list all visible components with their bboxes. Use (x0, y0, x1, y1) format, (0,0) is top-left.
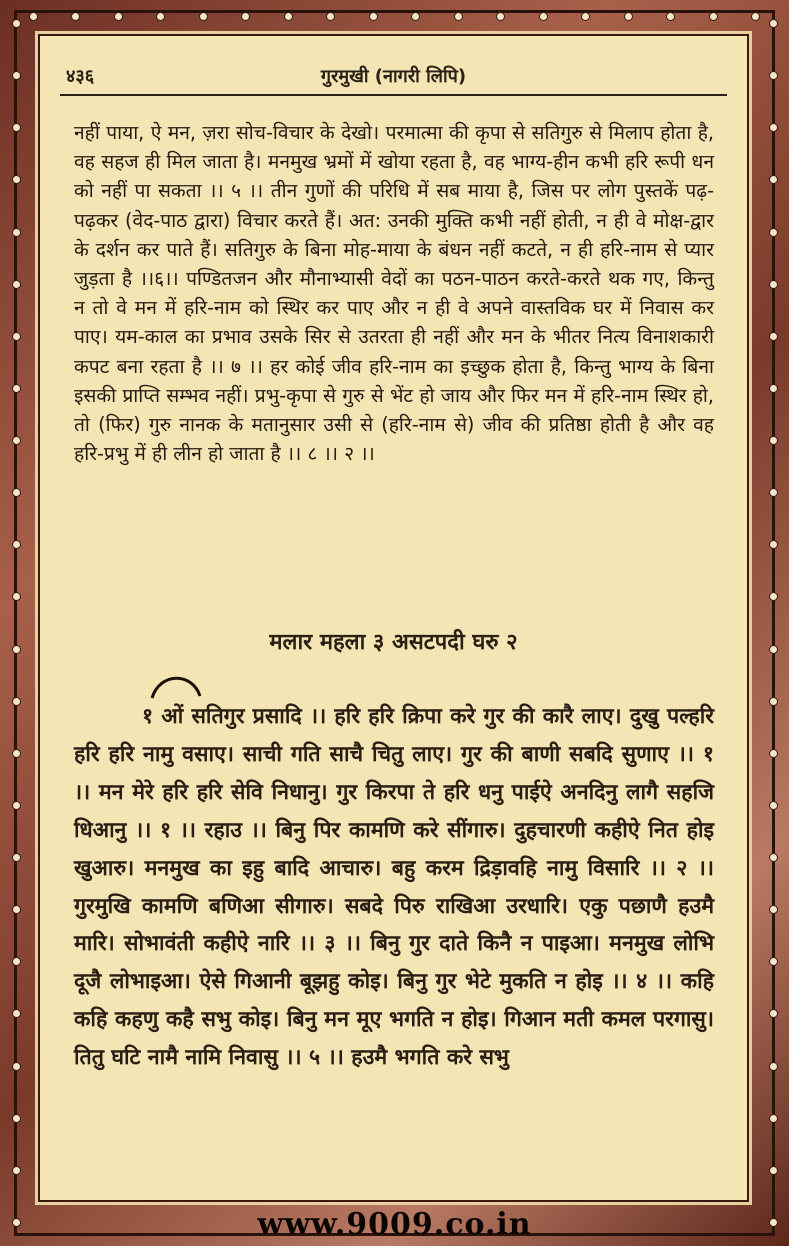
top-ornament-row (30, 6, 759, 26)
section-title: मलार महला ३ असटपदी घरु २ (269, 630, 518, 655)
page-header (38, 58, 749, 92)
ek-onkar-arc-icon (148, 670, 204, 700)
header-title: गुरमुखी (नागरी लिपि) (320, 66, 467, 87)
right-ornament-column (763, 20, 783, 1226)
header-divider (60, 94, 727, 96)
page-number: ४३६ (66, 66, 95, 87)
left-ornament-column (6, 20, 26, 1226)
translation-paragraph: नहीं पाया, ऐ मन, ज़रा सोच-विचार के देखो। परमात्मा की कृपा से सतिगुरु से मिलाप होता है, वह सहज ही मिल जाता है। मनमुख भ्रमों में खोया रहता है, वह भाग्य-हीन कभी हरि रूपी धन को नहीं पा सकता ।। ५ ।। तीन गुणों की परिधि में सब माया है, जिस पर लोग पुस्तकें पढ़-पढ़कर (वेद-पाठ द्वारा) विचार करते हैं। अत: उनकी मुक्ति कभी नहीं होती, न ही वे मोक्ष-द्वार के दर्शन कर पाते हैं। सतिगुरु के बिना मोह-माया के बंधन नहीं कटते, न ही हरि-नाम से प्यार जुड़ता है ।।६।। पण्डितजन और मौनाभ्यासी वेदों का पठन-पाठन करते-करते थक गए, किन्तु न तो वे मन में हरि-नाम को स्थिर कर पाए और न ही वे अपने वास्तविक घर में निवास कर पाए। यम-काल का प्रभाव उसके सिर से उतरता ही नहीं और मन के भीतर नित्य विनाशकारी कपट बना रहता है ।। ७ ।। हर कोई जीव हरि-नाम का इच्छुक होता है, किन्तु भाग्य के बिना इसकी प्राप्ति सम्भव नहीं। प्रभु-कृपा से गुरु से भेंट हो जाय और फिर मन में हरि-नाम स्थिर हो, तो (फिर) गुरु नानक के मतानुसार उसी से (हरि-नाम से) जीव की प्रतिष्ठा होती है और वह हरि-प्रभु में ही लीन हो जाता है ।। ८ ।। २ ।। (74, 121, 714, 466)
gurbani-verses: १ ओं सतिगुर प्रसादि ।। हरि हरि क्रिपा करे गुर की कारै लाए। दुखु पल्हरि हरि हरि नामु वसाए। साची गति साचै चितु लाए। गुर की बाणी सबदि सुणाए ।। १ ।। मन मेरे हरि हरि सेवि निधानु। गुर किरपा ते हरि धनु पाईऐ अनदिनु लागै सहजि धिआनु ।। १ ।। रहाउ ।। बिनु पिर कामणि करे सींगारु। दुहचारणी कहीऐ नित होइ खुआरु। मनमुख का इहु बादि आचारु। बहु करम द्रिड़ावहि नामु विसारि ।। २ ।। गुरमुखि कामणि बणिआ सीगारु। सबदे पिरु राखिआ उरधारि। एकु पछाणै हउमै मारि। सोभावंती कहीऐ नारि ।। ३ ।। बिनु गुर दाते किनै न पाइआ। मनमुख लोभि दूजै लोभाइआ। ऐसे गिआनी बूझहु कोइ। बिनु गुर भेटे मुकति न होइ ।। ४ ।। कहि कहि कहणु कहै सभु कोइ। बिनु मन मूए भगति न होइ। गिआन मती कमल परगासु। तितु घटि नामै नामि निवासु ।। ५ ।। हउमै भगति करे सभु (74, 704, 714, 1071)
scripture-page (38, 34, 749, 1202)
footer-url[interactable]: www.9009.co.in (257, 1207, 532, 1242)
